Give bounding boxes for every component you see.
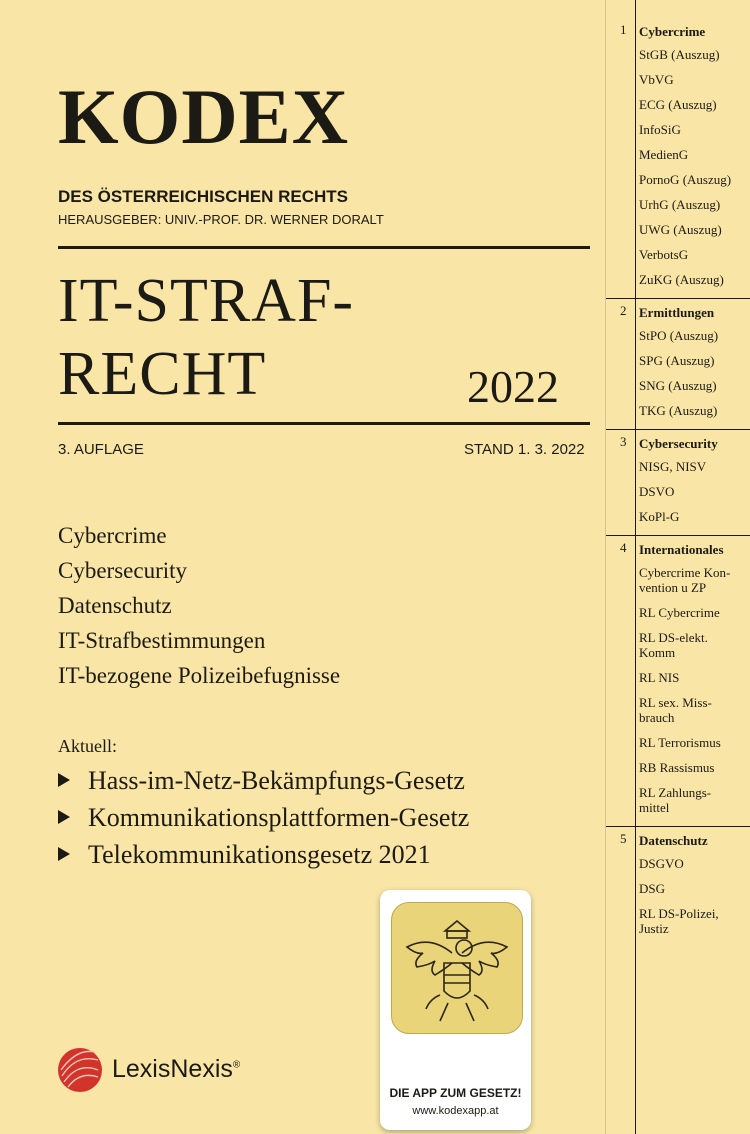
toc-item: NISG, NISV (639, 459, 707, 474)
stand-date: STAND 1. 3. 2022 (464, 441, 585, 458)
toc-item: RL Cybercrime (639, 605, 720, 620)
toc-item: UrhG (Auszug) (639, 197, 721, 212)
title-rule-bottom (58, 422, 590, 425)
toc-item: DSVO (639, 484, 675, 499)
topic-item: IT-bezogene Polizeibefugnisse (58, 663, 341, 688)
app-url-link[interactable]: www.kodexapp.at (412, 1105, 499, 1117)
toc-section-title: Datenschutz (639, 833, 708, 848)
toc-section-number: 5 (620, 831, 627, 846)
toc-item: RL Terrorismus (639, 735, 721, 750)
publisher-name: LexisNexis® (112, 1055, 241, 1083)
toc-item: KoPl-G (639, 509, 680, 524)
toc-item: ECG (Auszug) (639, 97, 717, 112)
triangle-right-icon (58, 810, 70, 824)
toc-section-title: Ermittlungen (639, 305, 715, 320)
topic-list (58, 518, 340, 693)
toc-item: MedienG (639, 147, 689, 162)
toc-item: DSGVO (639, 856, 684, 871)
toc-section (606, 540, 750, 827)
toc-section (606, 22, 750, 299)
edition-number: 3. AUFLAGE (58, 441, 144, 458)
toc-section (606, 434, 750, 536)
toc-item: RB Rassismus (639, 760, 715, 775)
current-item: Telekommunikationsgesetz 2021 (58, 836, 469, 873)
toc-item: PornoG (Auszug) (639, 172, 732, 187)
toc-section-number: 3 (620, 434, 627, 449)
toc-item: VbVG (639, 72, 674, 87)
toc-item: RL DS-Polizei, Justiz (639, 906, 719, 936)
kodex-brand: KODEX (58, 73, 350, 160)
toc-item: VerbotsG (639, 247, 689, 262)
topic-item: Cybersecurity (58, 558, 188, 583)
toc-item: RL DS-elekt. Komm (639, 630, 708, 660)
toc-item: InfoSiG (639, 122, 681, 137)
topic-item: Datenschutz (58, 593, 172, 618)
eagle-coat-of-arms-icon (391, 902, 523, 1034)
table-of-contents (606, 22, 750, 951)
toc-item: ZuKG (Auszug) (639, 272, 724, 287)
title-line-2: RECHT (58, 340, 267, 408)
current-list (58, 762, 469, 873)
lexisnexis-logo-icon (56, 1046, 104, 1099)
toc-section (606, 831, 750, 947)
toc-item: StGB (Auszug) (639, 47, 720, 62)
toc-section-number: 1 (620, 22, 627, 37)
title-rule-top (58, 246, 590, 249)
toc-item: DSG (639, 881, 666, 896)
current-item: Kommunikationsplattformen-Gesetz (58, 799, 469, 836)
toc-item: RL sex. Miss- brauch (639, 695, 712, 725)
current-item: Hass-im-Netz-Bekämpfungs-Gesetz (58, 762, 469, 799)
toc-item: UWG (Auszug) (639, 222, 722, 237)
topic-item: IT-Strafbestimmungen (58, 628, 266, 653)
toc-item: SNG (Auszug) (639, 378, 717, 393)
edition-year: 2022 (467, 361, 559, 412)
toc-item: TKG (Auszug) (639, 403, 718, 418)
toc-section (606, 303, 750, 430)
title-line-1: IT-STRAF- (58, 267, 355, 335)
toc-item: SPG (Auszug) (639, 353, 715, 368)
toc-section-number: 4 (620, 540, 627, 555)
aktuell-label: Aktuell: (58, 736, 117, 756)
toc-item: Cybercrime Kon- vention u ZP (639, 565, 731, 595)
editor-line: HERAUSGEBER: UNIV.-PROF. DR. WERNER DORALT (58, 212, 384, 227)
toc-item: StPO (Auszug) (639, 328, 719, 343)
toc-section-title: Internationales (639, 542, 724, 557)
toc-item: RL NIS (639, 670, 680, 685)
toc-section-title: Cybercrime (639, 24, 706, 39)
topic-item: Cybercrime (58, 523, 167, 548)
toc-section-title: Cybersecurity (639, 436, 718, 451)
toc-item: RL Zahlungs- mittel (639, 785, 712, 815)
series-subtitle: DES ÖSTERREICHISCHEN RECHTS (58, 187, 348, 206)
triangle-right-icon (58, 773, 70, 787)
triangle-right-icon (58, 847, 70, 861)
toc-section-number: 2 (620, 303, 627, 318)
app-tagline: DIE APP ZUM GESETZ! (389, 1086, 522, 1100)
app-badge[interactable] (380, 890, 531, 1130)
